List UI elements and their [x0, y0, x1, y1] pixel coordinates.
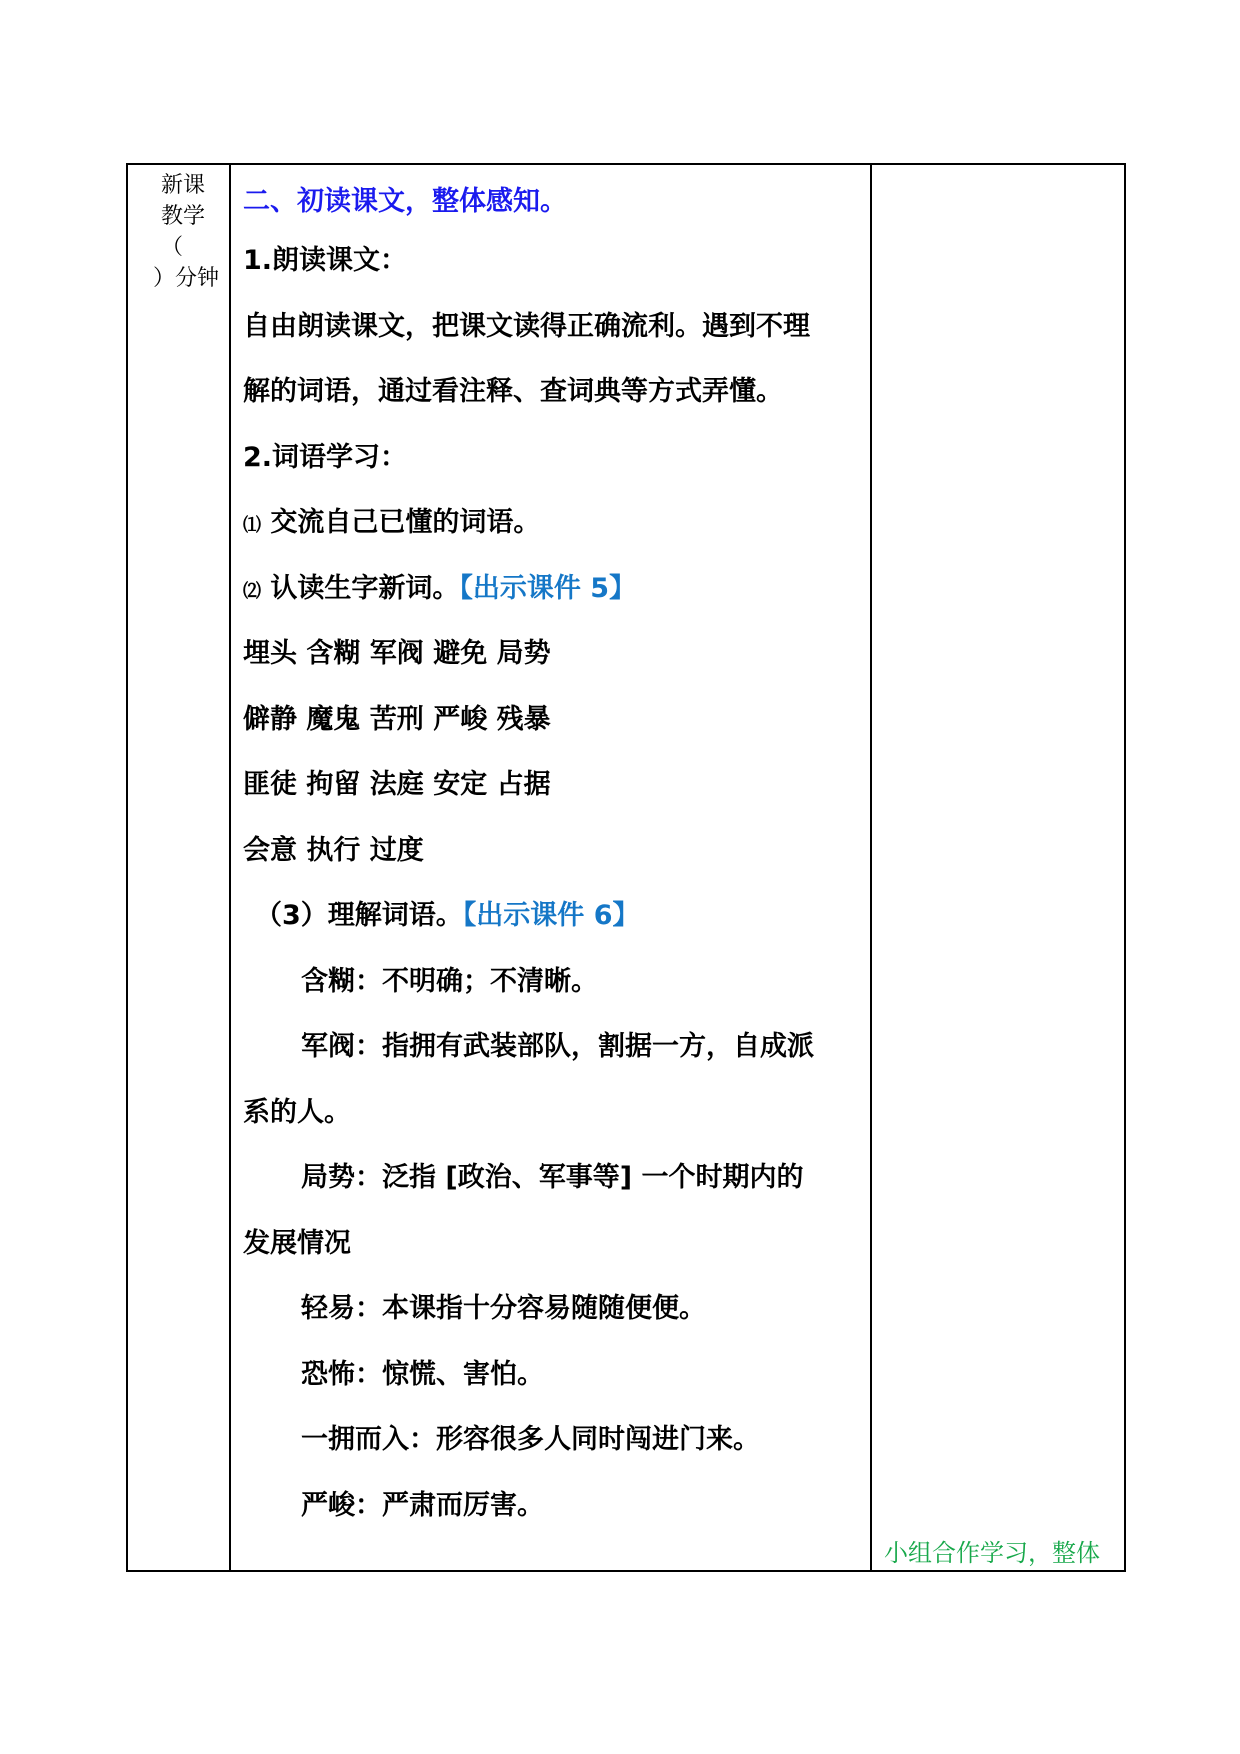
words-row-3: 匪徒 拘留 法庭 安定 占据: [243, 769, 551, 800]
definition-junfa-line1: 军阀：指拥有武装部队，割据一方，自成派: [301, 1031, 814, 1062]
time-label-line4: ）分钟: [153, 266, 220, 291]
definition-hanhu: 含糊：不明确；不清晰。: [301, 965, 598, 997]
notes-text: 小组合作学习，整体: [884, 1539, 1100, 1567]
words-row-1: 埋头 含糊 军阀 避免 局势: [243, 638, 551, 669]
sub1-text: 交流自己已懂的词语。: [270, 507, 541, 538]
table-row: [127, 164, 1125, 1571]
definition-qingyi: 轻易：本课指十分容易随随便便。: [301, 1293, 706, 1324]
content-cell: [230, 164, 871, 1571]
time-label-line1: 新课: [161, 173, 206, 198]
definition-yiyongerru: 一拥而入：形容很多人同时闯进门来。: [301, 1424, 760, 1455]
definition-junfa-line2: 系的人。: [243, 1096, 351, 1128]
words-row-2: 僻静 魔鬼 苦刑 严峻 残暴: [243, 703, 551, 735]
definition-jushi-line1: 局势：泛指 [政治、军事等] 一个时期内的: [301, 1162, 804, 1193]
step1-line2: 解的词语，通过看注释、查词典等方式弄懂。: [243, 376, 783, 407]
time-cell: [127, 164, 230, 1571]
definition-kongbu: 恐怖：惊慌、害怕。: [301, 1358, 544, 1390]
notes-cell: [871, 164, 1125, 1571]
definition-jushi-line2: 发展情况: [243, 1227, 351, 1259]
sub2-number: ⑵: [243, 580, 261, 602]
sub3-line: [243, 883, 862, 949]
step2-title: 2.词语学习：: [243, 441, 408, 473]
time-label-line3: （: [161, 235, 184, 260]
step1-title: 1.朗读课文：: [243, 245, 408, 276]
section-title: 二、初读课文，整体感知。: [243, 186, 567, 217]
courseware-6-link[interactable]: 【出示课件 6】: [462, 900, 640, 931]
time-label-line2: 教学: [161, 204, 206, 229]
definition-yanjun: 严峻：严肃而厉害。: [301, 1489, 544, 1521]
sub2-text: 认读生字新词。: [270, 572, 460, 604]
courseware-5-link[interactable]: 【出示课件 5】: [459, 572, 637, 604]
lesson-table: [126, 163, 1126, 1572]
sub1-number: ⑴: [243, 515, 261, 536]
sub2-line: [243, 556, 862, 622]
words-row-4: 会意 执行 过度: [243, 834, 424, 866]
sub3-text: （3）理解词语。: [255, 900, 463, 931]
sub1-line: [243, 490, 862, 556]
step1-line1: 自由朗读课文，把课文读得正确流利。遇到不理: [243, 310, 810, 342]
